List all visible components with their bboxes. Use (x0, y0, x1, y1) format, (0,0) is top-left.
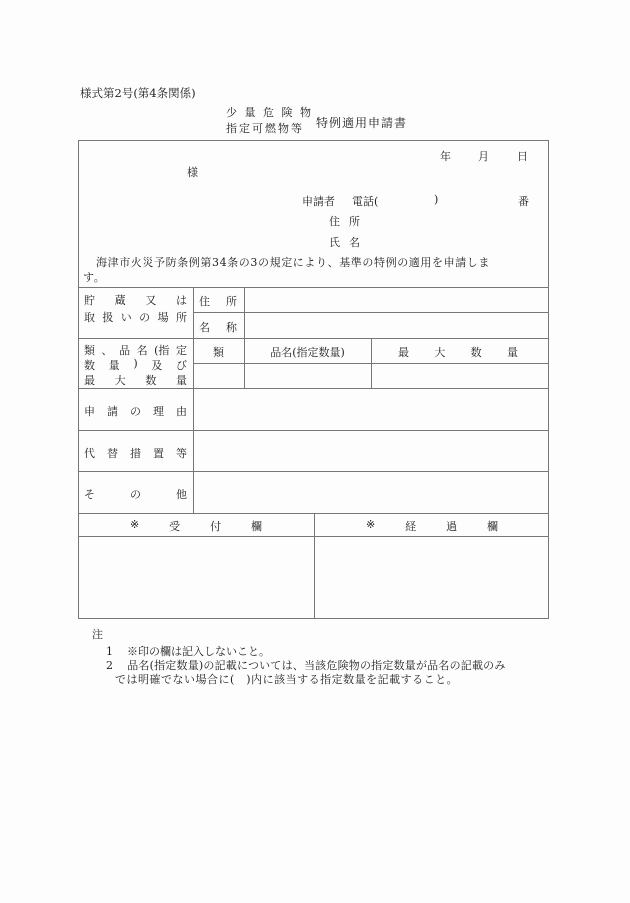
phone-label: 電話( (352, 195, 379, 208)
reason-field[interactable] (195, 390, 546, 428)
divider (78, 388, 549, 389)
title-prefix (226, 105, 313, 137)
col-class-header: 類 (213, 346, 224, 359)
progress-header: ※ 経 過 欄 (366, 518, 498, 533)
progress-area (316, 538, 547, 617)
divider (78, 471, 549, 472)
other-field[interactable] (195, 473, 546, 511)
statement: 海津市火災予防条例第34条の3の規定により、基準の特例の適用を申請しま す。 (83, 256, 490, 284)
col-item-header: 品名(指定数量) (270, 346, 345, 359)
hazmat-label-line3: 最 大 数 量 (84, 374, 187, 387)
title-line2: 指定可燃物等 (226, 122, 304, 135)
divider (78, 338, 549, 339)
divider (78, 287, 549, 288)
hazmat-class-field[interactable] (195, 365, 242, 386)
address-field[interactable] (370, 210, 540, 226)
storage-address-field[interactable] (246, 289, 546, 311)
reception-area (80, 538, 312, 617)
hazmat-max-field[interactable] (373, 365, 546, 386)
addressee-suffix: 様 (187, 166, 198, 179)
note-item: 1 ※印の欄は記入しないこと。 (106, 645, 270, 658)
hazmat-label-line2: 数 量 ) 及 び (84, 357, 187, 372)
col-max-header: 最 大 数 量 (398, 346, 518, 359)
alternative-label: 代 替 措 置 等 (84, 447, 187, 460)
divider (314, 513, 315, 619)
phone-field[interactable] (392, 190, 432, 206)
title-line1: 少 量 危 険 物 (226, 106, 313, 119)
hazmat-label-line1: 類 、 品 名 (指 定 (84, 344, 187, 357)
hazmat-item-field[interactable] (246, 365, 369, 386)
storage-name-field[interactable] (246, 314, 546, 336)
reception-header: ※ 受 付 欄 (130, 518, 262, 533)
storage-name-label: 名 称 (199, 321, 237, 334)
storage-label-line2: 取 扱 い の 場 所 (84, 311, 187, 324)
phone-suffix: 番 (518, 195, 529, 208)
storage-label-line1: 貯 蔵 又 は (84, 294, 187, 307)
note-item-continued: では明確でない場合に( )内に該当する指定数量を記載すること。 (115, 673, 459, 686)
date-year: 年 (440, 150, 451, 163)
notes-heading: 注 (92, 628, 103, 641)
applicant-label: 申請者 (302, 195, 335, 208)
phone-close: ) (434, 193, 439, 206)
divider (193, 287, 194, 513)
storage-address-label: 住 所 (199, 295, 237, 308)
form-number: 様式第2号(第4条関係) (80, 86, 196, 100)
reason-label: 申 請 の 理 由 (84, 405, 187, 418)
alternative-field[interactable] (195, 432, 546, 469)
note-item: 2 品名(指定数量)の記載については、当該危険物の指定数量が品名の記載のみ (106, 659, 506, 672)
other-label: そ の 他 (84, 488, 187, 501)
name-label: 氏 名 (329, 236, 360, 249)
divider (193, 312, 549, 313)
page-title: 特例適用申請書 (316, 116, 408, 130)
divider (244, 287, 245, 388)
name-field[interactable] (370, 231, 540, 247)
date-month: 月 (478, 150, 489, 163)
divider (371, 338, 372, 388)
divider (78, 430, 549, 431)
date-day: 日 (517, 150, 528, 163)
address-label: 住 所 (329, 215, 360, 228)
